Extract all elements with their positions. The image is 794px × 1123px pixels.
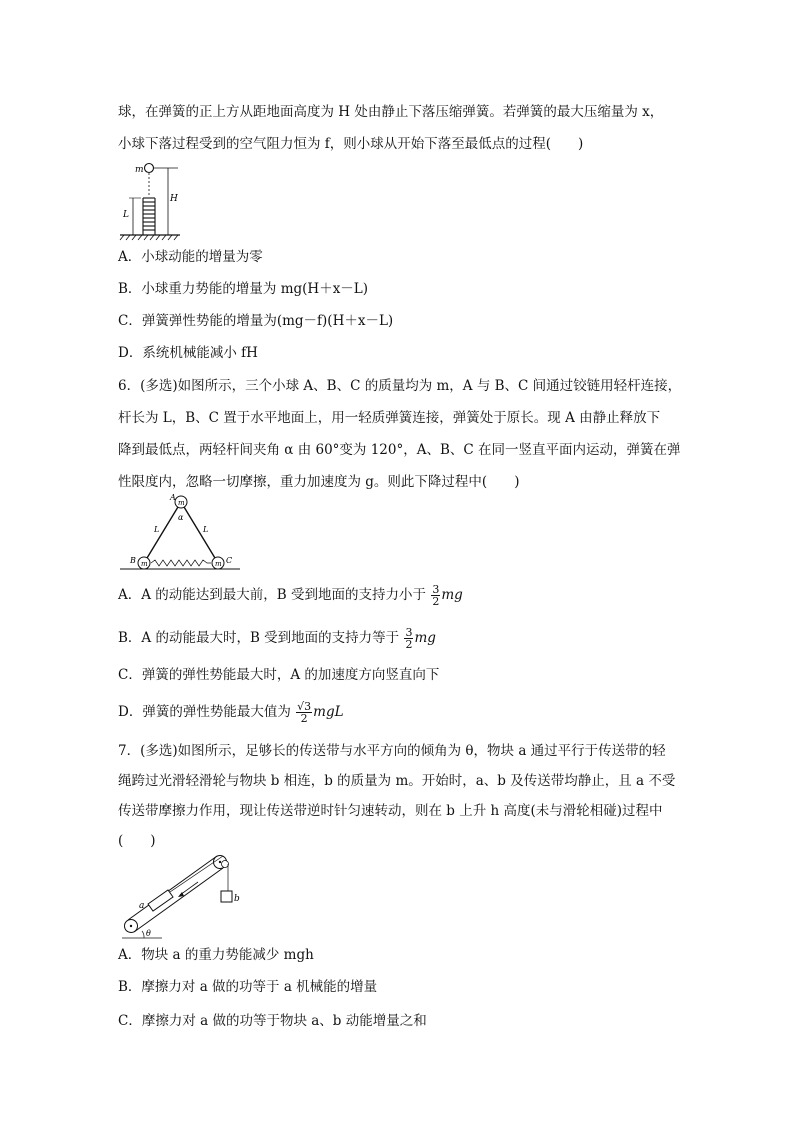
q5-spring-figure — [118, 160, 198, 240]
label-theta: θ — [146, 929, 151, 938]
q5-option-b: B．小球重力势能的增量为 mg(H＋x－L) — [118, 281, 369, 297]
q7-option-b: B．摩擦力对 a 做的功等于 a 机械能的增量 — [118, 979, 378, 995]
q6-line-1: 6．(多选)如图所示，三个小球 A、B、C 的质量均为 m，A 与 B、C 间通过铰链用轻杆连接， — [118, 378, 682, 394]
label-C: C — [226, 556, 233, 565]
label-alpha: α — [178, 513, 184, 522]
intro-line-1: 球，在弹簧的正上方从距地面高度为 H 处由静止下落压缩弹簧。若弹簧的最大压缩量为 x， — [118, 104, 664, 120]
q6-option-a: A．A 的动能达到最大前，B 受到地面的支持力小于 $\frac{3}{2}$ mg — [118, 583, 463, 608]
label-A: A — [170, 493, 176, 502]
q6-option-d: D．弹簧的弹性势能最大值为 $\frac{√3}{2}$ mgL — [118, 700, 344, 725]
ball-A-mass: m — [178, 499, 185, 507]
q7-line-3: 传送带摩擦力作用，现让传送带逆时针匀速转动，则在 b 上升 h 高度(未与滑轮相碰)过程中 — [118, 803, 663, 819]
label-L: L — [123, 210, 129, 220]
label-m: m — [135, 165, 144, 175]
label-b: b — [234, 894, 240, 904]
label-a: a — [139, 901, 145, 911]
label-L-left: L — [154, 525, 160, 534]
q6-line-4: 性限度内，忽略一切摩擦，重力加速度为 g。则此下降过程中( ) — [118, 474, 520, 490]
q7-line-2: 绳跨过光滑轻滑轮与物块 b 相连，b 的质量为 m。开始时，a、b 及传送带均静止，且 a 不受 — [118, 773, 676, 789]
ball-B-mass: m — [141, 560, 148, 568]
q7-line-1: 7．(多选)如图所示，足够长的传送带与水平方向的倾角为 θ，物块 a 通过平行于传送带的轻 — [118, 743, 666, 759]
intro-line-2: 小球下落过程受到的空气阻力恒为 f，则小球从开始下落至最低点的过程( ) — [118, 136, 584, 152]
q5-option-a: A．小球动能的增量为零 — [118, 249, 263, 265]
q5-option-c: C．弹簧弹性势能的增量为(mg－f)(H＋x－L) — [118, 313, 394, 329]
label-H: H — [170, 194, 178, 204]
q6-line-3: 降到最低点，两轻杆间夹角 α 由 60°变为 120°，A、B、C 在同一竖直平面内运动，弹簧在弹 — [118, 442, 681, 458]
q7-option-a: A．物块 a 的重力势能减少 mgh — [118, 947, 314, 963]
label-L-right: L — [203, 525, 209, 534]
label-B: B — [130, 556, 136, 565]
q5-option-d: D．系统机械能减小 fH — [118, 345, 258, 361]
q6-triangle-figure — [118, 492, 248, 574]
q6-option-b: B．A 的动能最大时，B 受到地面的支持力等于 $\frac{3}{2}$ mg — [118, 626, 436, 651]
q6-option-c: C．弹簧的弹性势能最大时，A 的加速度方向竖直向下 — [118, 667, 440, 683]
q7-option-c: C．摩擦力对 a 做的功等于物块 a、b 动能增量之和 — [118, 1013, 427, 1029]
ball-C-mass: m — [215, 560, 222, 568]
q6-line-2: 杆长为 L，B、C 置于水平地面上，用一轻质弹簧连接，弹簧处于原长。现 A 由静止释放下 — [118, 410, 661, 426]
q7-line-4: ( ) — [118, 833, 156, 849]
q7-conveyor-figure — [118, 852, 248, 942]
